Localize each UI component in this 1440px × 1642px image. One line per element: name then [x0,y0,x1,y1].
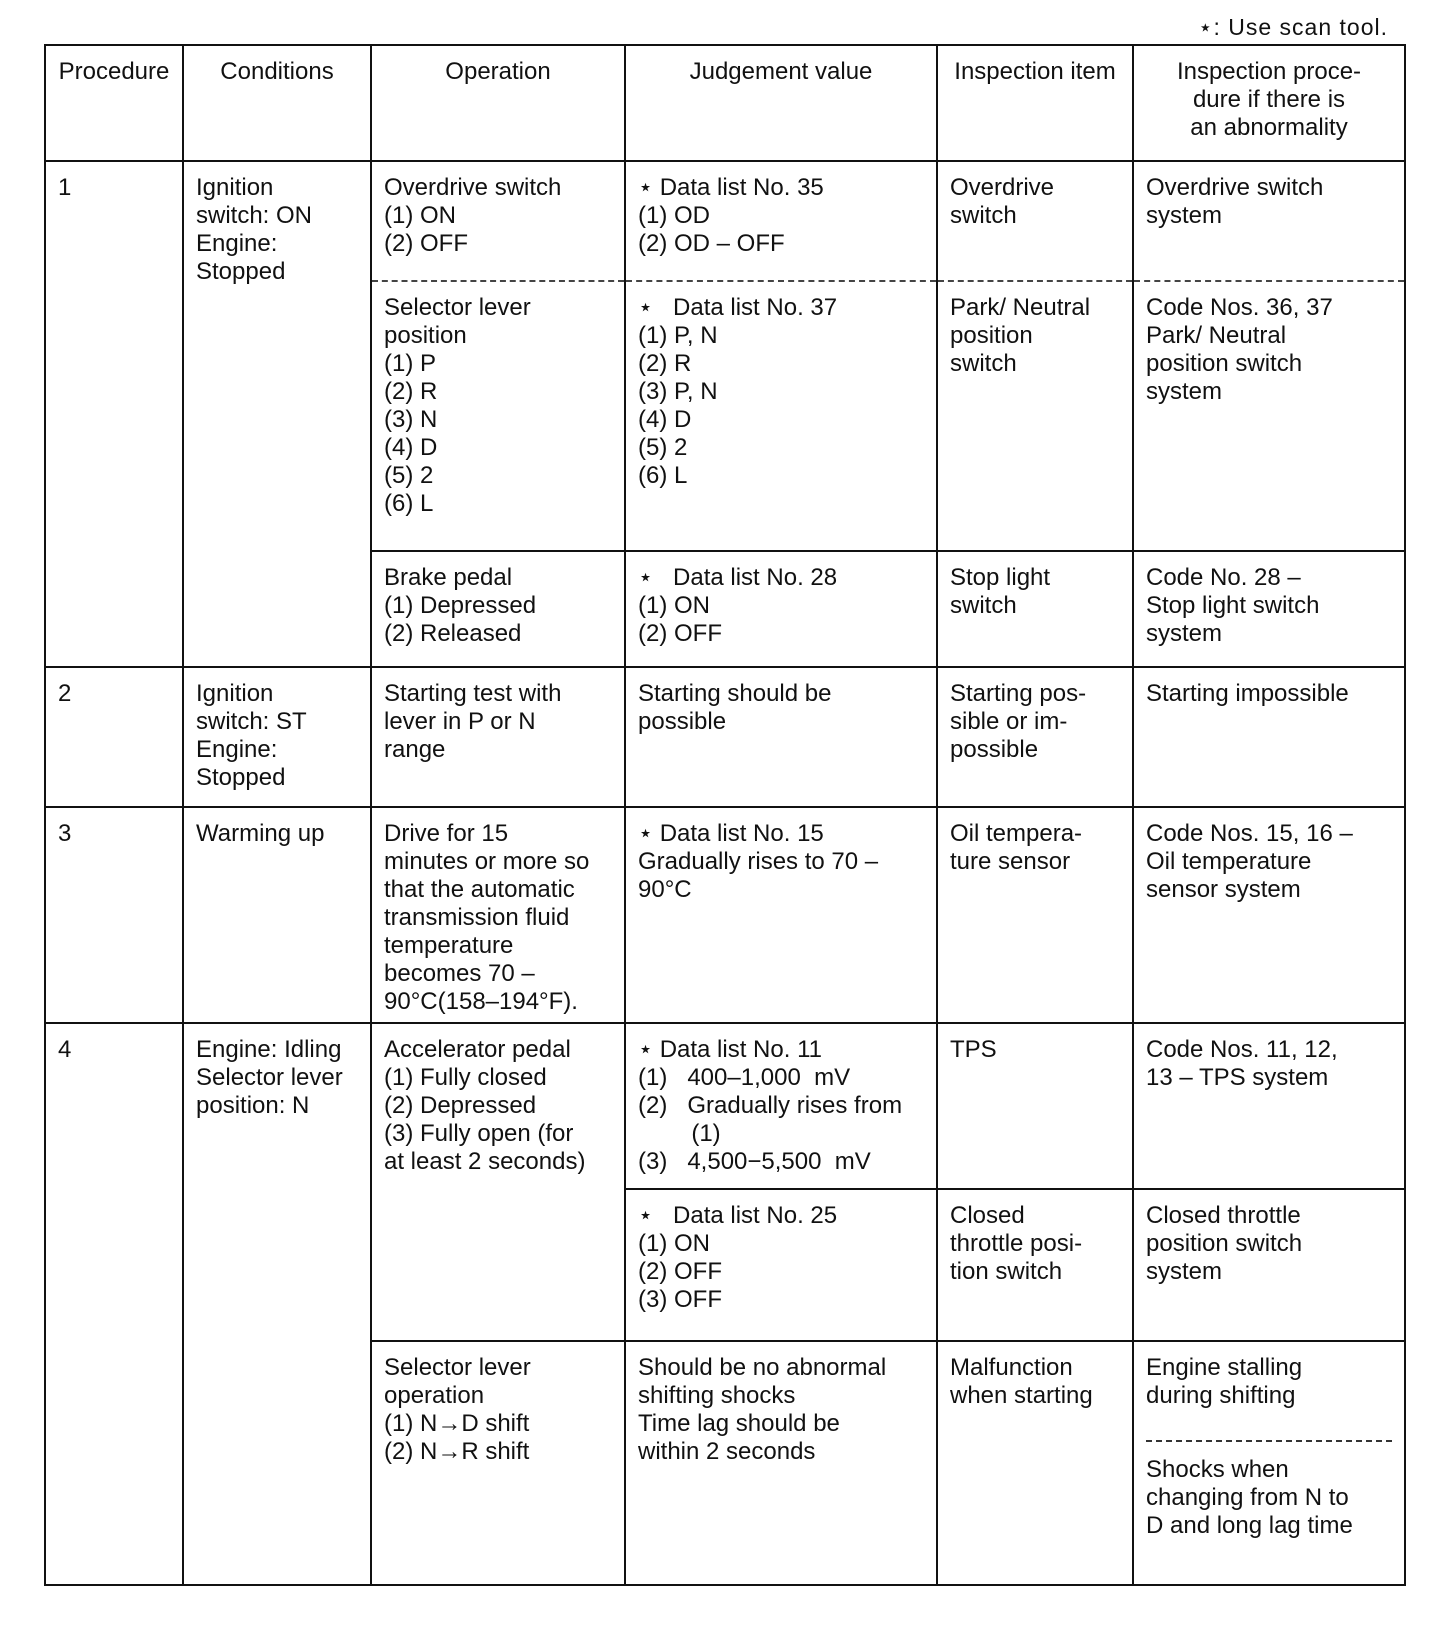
operation-text [372,1354,624,1466]
operation-cell [371,281,625,551]
text-line: (1) ON [638,1230,710,1257]
text-line: ⋆ Data list No. 25 [638,1202,838,1229]
text-line: (2) Gradually rises from [638,1092,903,1119]
text-line: Malfunction [950,1354,1073,1381]
text-line: sensor system [1146,876,1301,903]
text-line: within 2 seconds [638,1438,816,1465]
dashed-divider [1146,1440,1392,1442]
text-line: Stopped [196,258,286,285]
inspection-procedure-text [1134,1036,1404,1092]
operation-text [372,174,624,258]
text-line: Ignition [196,174,274,201]
procedure-number: 4 [58,1036,72,1063]
text-line: Should be no abnormal [638,1354,887,1381]
text-line: 13 – TPS system [1146,1064,1329,1091]
text-line: Stop light switch [1146,592,1320,619]
text-line: Selector lever [384,1354,531,1381]
text-line: Park/ Neutral [950,294,1091,321]
text-line: Code Nos. 11, 12, [1146,1036,1338,1063]
text-line: throttle posi- [950,1230,1083,1257]
text-line: Inspection proce- [1176,58,1362,85]
inspection-procedure-text [1134,294,1404,406]
header-conditions: Conditions [183,45,371,161]
procedure-number-cell [45,1023,183,1585]
text-line: Selector lever [196,1064,343,1091]
text-line: (1) N→D shift [384,1410,530,1437]
text-line: Oil tempera- [950,820,1083,847]
text-line: (1) Depressed [384,592,537,619]
inspection-item-cell [937,1341,1133,1585]
inspection-item-text [938,294,1132,378]
text-line: range [384,736,446,763]
judgement-cell [625,1189,937,1341]
inspection-procedure-cell [1133,1341,1405,1585]
judgement-text [626,820,936,904]
text-line: 90°C [638,876,692,903]
inspection-procedure-cell [1133,161,1405,281]
text-line: ⋆ Data list No. 35 [638,174,824,201]
text-line: Engine: [196,230,278,257]
text-line: (1) Fully closed [384,1064,547,1091]
judgement-cell [625,551,937,667]
procedure-number: 3 [58,820,72,847]
inspection-item-cell [937,551,1133,667]
inspection-procedure-text [1134,174,1404,230]
conditions-cell [183,161,371,667]
text-line: position [950,322,1033,349]
judgement-text [626,680,936,736]
text-line: operation [384,1382,485,1409]
text-line: Starting should be [638,680,832,707]
text-line: position switch [1146,350,1303,377]
inspection-item-text [938,1036,1132,1064]
text-line: Park/ Neutral [1146,322,1287,349]
text-line: (2) OFF [638,1258,722,1285]
text-line: ⋆ Data list No. 15 [638,820,824,847]
judgement-text [626,294,936,490]
text-line: (3) 4,500−5,500 mV [638,1148,871,1175]
text-line: minutes or more so [384,848,590,875]
inspection-procedure-text [1134,1456,1404,1540]
text-line: (2) R [384,378,438,405]
inspection-procedure-text [1134,680,1404,708]
inspection-procedure-text [1134,564,1404,648]
text-line: Starting pos- [950,680,1087,707]
text-line: Engine: [196,736,278,763]
text-line: (4) D [638,406,692,433]
text-line: Drive for 15 [384,820,509,847]
judgement-cell [625,281,937,551]
text-line: position switch [1146,1230,1303,1257]
procedure-number-cell [45,667,183,807]
conditions-text [184,1036,370,1120]
inspection-item-text [938,1354,1132,1410]
text-line: switch [950,350,1017,377]
inspection-item-cell [937,667,1133,807]
conditions-text [184,174,370,286]
text-line: (5) 2 [638,434,688,461]
text-line: Oil temperature [1146,848,1312,875]
header-inspection-item: Inspection item [937,45,1133,161]
text-line: (1) [638,1120,721,1147]
text-line: Shocks when [1146,1456,1289,1483]
inspection-procedure-cell [1133,551,1405,667]
inspection-item-cell [937,281,1133,551]
text-line: transmission fluid [384,904,570,931]
operation-text [372,294,624,518]
text-line: an abnormality [1190,114,1348,141]
text-line: Engine stalling [1146,1354,1303,1381]
procedure-number: 1 [58,174,72,201]
conditions-text [184,680,370,792]
text-line: lever in P or N [384,708,536,735]
text-line: shifting shocks [638,1382,796,1409]
diagnosis-table [44,44,1406,1586]
text-line: Stopped [196,764,286,791]
text-line: ture sensor [950,848,1071,875]
inspection-procedure-text [1134,1354,1404,1410]
conditions-cell [183,1023,371,1585]
judgement-cell [625,807,937,1023]
inspection-procedure-text [1134,820,1404,904]
text-line: ⋆ Data list No. 28 [638,564,838,591]
text-line: Code Nos. 15, 16 – [1146,820,1353,847]
inspection-item-cell [937,1023,1133,1189]
header-procedure: Procedure [45,45,183,161]
text-line: Engine: Idling [196,1036,342,1063]
text-line: (1) ON [638,592,710,619]
text-line: (1) ON [384,202,456,229]
text-line: system [1146,1258,1223,1285]
operation-text [372,564,624,648]
text-line: system [1146,202,1223,229]
inspection-procedure-cell [1133,281,1405,551]
text-line: changing from N to [1146,1484,1349,1511]
text-line: Selector lever [384,294,531,321]
text-line: Closed throttle [1146,1202,1301,1229]
text-line: switch [950,592,1017,619]
inspection-procedure-cell [1133,807,1405,1023]
text-line: temperature [384,932,514,959]
conditions-cell [183,807,371,1023]
procedure-number-cell [45,161,183,667]
text-line: possible [638,708,727,735]
text-line: (2) OFF [638,620,722,647]
text-line: Code Nos. 36, 37 [1146,294,1333,321]
text-line: Gradually rises to 70 – [638,848,879,875]
procedure-number-cell [45,807,183,1023]
text-line: position: N [196,1092,310,1119]
operation-text [372,1036,624,1176]
text-line: sible or im- [950,708,1068,735]
operation-text [372,680,624,764]
inspection-procedure-cell [1133,1023,1405,1189]
text-line: (2) N→R shift [384,1438,530,1465]
text-line: switch: ST [196,708,307,735]
text-line: Closed [950,1202,1025,1229]
text-line: D and long lag time [1146,1512,1353,1539]
text-line: Overdrive [950,174,1055,201]
text-line: (2) R [638,350,692,377]
inspection-procedure-text [1134,1202,1404,1286]
text-line: becomes 70 – [384,960,535,987]
inspection-item-text [938,564,1132,620]
text-line: when starting [950,1382,1093,1409]
inspection-item-text [938,820,1132,876]
text-line: at least 2 seconds) [384,1148,586,1175]
judgement-cell [625,161,937,281]
text-line: (2) Depressed [384,1092,537,1119]
header-judgement-value: Judgement value [625,45,937,161]
text-line: Overdrive switch [1146,174,1324,201]
judgement-text [626,1202,936,1314]
inspection-item-text [938,680,1132,764]
text-line: (6) L [384,490,434,517]
text-line: ⋆ Data list No. 37 [638,294,838,321]
text-line: Starting test with [384,680,562,707]
text-line: Stop light [950,564,1051,591]
text-line: Starting impossible [1146,680,1349,707]
judgement-cell [625,667,937,807]
text-line: (3) N [384,406,438,433]
operation-cell [371,161,625,281]
text-line: TPS [950,1036,997,1063]
text-line: (3) OFF [638,1286,722,1313]
conditions-cell [183,667,371,807]
text-line: Brake pedal [384,564,513,591]
operation-text [372,820,624,1016]
text-line: possible [950,736,1039,763]
table-row [45,1023,1405,1189]
text-line: Warming up [196,820,325,847]
judgement-cell [625,1341,937,1585]
text-line: ⋆ Data list No. 11 [638,1036,822,1063]
judgement-text [626,1354,936,1466]
text-line: (2) OD – OFF [638,230,785,257]
text-line: (1) P, N [638,322,718,349]
operation-cell [371,551,625,667]
operation-cell [371,807,625,1023]
table-row [45,667,1405,807]
text-line: (6) L [638,462,688,489]
text-line: (2) OFF [384,230,468,257]
inspection-item-cell [937,161,1133,281]
text-line: switch: ON [196,202,313,229]
conditions-text [184,820,370,848]
header-operation: Operation [371,45,625,161]
operation-cell [371,1341,625,1585]
text-line: (5) 2 [384,462,434,489]
text-line: Code No. 28 – [1146,564,1301,591]
text-line: Ignition [196,680,274,707]
inspection-item-text [938,1202,1132,1286]
text-line: (3) Fully open (for [384,1120,574,1147]
text-line: system [1146,378,1223,405]
text-line: switch [950,202,1017,229]
table-row [45,161,1405,281]
text-line: position [384,322,467,349]
text-line: dure if there is [1192,86,1346,113]
judgement-text [626,564,936,648]
text-line: Accelerator pedal [384,1036,571,1063]
inspection-item-text [938,174,1132,230]
scan-tool-note: ⋆: Use scan tool. [1198,14,1388,40]
inspection-procedure-cell [1133,667,1405,807]
text-line: (4) D [384,434,438,461]
text-line: tion switch [950,1258,1063,1285]
text-line: Time lag should be [638,1410,840,1437]
inspection-procedure-cell [1133,1189,1405,1341]
text-line: (3) P, N [638,378,718,405]
inspection-item-cell [937,1189,1133,1341]
text-line: that the automatic [384,876,575,903]
operation-cell [371,1023,625,1341]
header-inspection-procedure [1133,45,1405,161]
text-line: (1) 400–1,000 mV [638,1064,851,1091]
table-row [45,807,1405,1023]
text-line: (1) P [384,350,437,377]
text-line: (2) Released [384,620,522,647]
judgement-text [626,1036,936,1176]
text-line: 90°C(158–194°F). [384,988,578,1015]
text-line: (1) OD [638,202,710,229]
judgement-text [626,174,936,258]
inspection-item-cell [937,807,1133,1023]
procedure-number: 2 [58,680,72,707]
text-line: Overdrive switch [384,174,562,201]
text-line: during shifting [1146,1382,1296,1409]
operation-cell [371,667,625,807]
judgement-cell [625,1023,937,1189]
text-line: system [1146,620,1223,647]
header-row [45,45,1405,161]
